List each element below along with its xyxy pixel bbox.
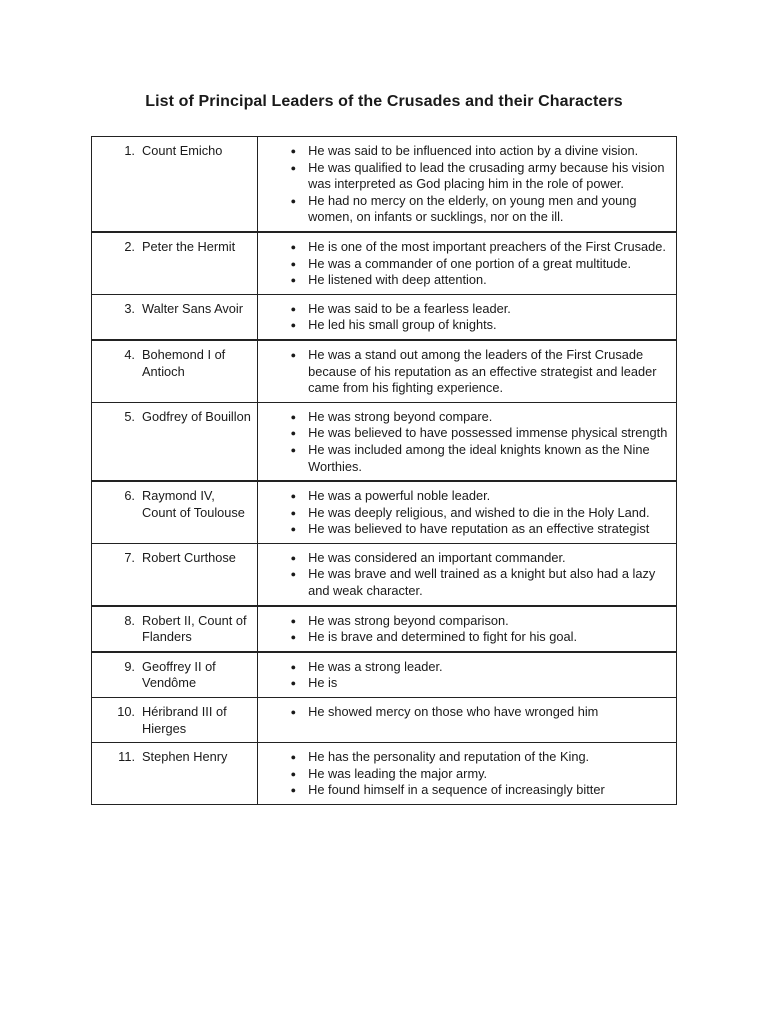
trait-text: He has the personality and reputation of the King. — [308, 749, 590, 765]
leader-traits-cell — [258, 232, 677, 294]
leader-traits-cell — [258, 652, 677, 698]
leader-name-wrapper — [98, 239, 251, 256]
bullet-icon: ● — [290, 752, 297, 763]
leader-traits-cell — [258, 606, 677, 652]
bullet-icon: ● — [290, 162, 297, 173]
traits-list — [264, 550, 670, 600]
leader-number: 10. — [117, 704, 135, 720]
trait-item — [264, 193, 670, 226]
leader-name-wrapper — [98, 143, 251, 160]
leader-number: 11. — [118, 749, 135, 765]
bullet-icon: ● — [290, 632, 297, 643]
leader-name: Robert Curthose — [142, 549, 236, 565]
table-row — [92, 481, 677, 543]
trait-item — [264, 425, 670, 442]
leader-name-wrapper — [98, 704, 251, 737]
leader-name: Walter Sans Avoir — [142, 300, 243, 316]
leader-number: 3. — [124, 300, 135, 316]
trait-text: He was a commander of one portion of a great multitude. — [308, 255, 632, 271]
leader-name-wrapper — [98, 550, 251, 567]
trait-item — [264, 566, 670, 599]
trait-item — [264, 629, 670, 646]
trait-text: He was believed to have possessed immense physical strength — [308, 425, 668, 441]
bullet-icon: ● — [290, 275, 297, 286]
leader-traits-cell — [258, 294, 677, 340]
leader-name-wrapper — [98, 659, 251, 692]
table-row — [92, 340, 677, 402]
trait-text: He had no mercy on the elderly, on young men and young women, on infants or sucklings, nor on the ill. — [308, 192, 637, 225]
leader-name: Raymond IV, Count of Toulouse — [142, 488, 245, 520]
trait-item — [264, 782, 670, 799]
leader-traits-cell — [258, 543, 677, 605]
leader-name: Count Emicho — [142, 143, 223, 158]
trait-text: He found himself in a sequence of increasingly bitter — [308, 782, 605, 798]
leader-number: 7. — [124, 549, 135, 565]
leader-name-cell — [92, 402, 258, 481]
bullet-icon: ● — [290, 320, 297, 331]
trait-item — [264, 488, 670, 505]
leader-name-cell — [92, 481, 258, 543]
leaders-table — [91, 136, 677, 805]
bullet-icon: ● — [290, 491, 297, 502]
trait-item — [264, 442, 670, 475]
trait-item — [264, 704, 670, 721]
leader-name-cell — [92, 743, 258, 805]
bullet-icon: ● — [290, 661, 297, 672]
bullet-icon: ● — [290, 258, 297, 269]
bullet-icon: ● — [290, 444, 297, 455]
leader-name-wrapper — [98, 613, 251, 646]
leader-traits-cell — [258, 481, 677, 543]
trait-item — [264, 143, 670, 160]
bullet-icon: ● — [290, 411, 297, 422]
trait-text: He was strong beyond compare. — [308, 408, 493, 424]
trait-text: He listened with deep attention. — [308, 272, 487, 288]
leader-name-cell — [92, 137, 258, 232]
leader-name-wrapper — [98, 749, 251, 766]
leader-number: 5. — [124, 408, 135, 424]
leader-name-wrapper — [98, 488, 251, 521]
trait-item — [264, 347, 670, 397]
trait-item — [264, 613, 670, 630]
leader-name-cell — [92, 294, 258, 340]
bullet-icon: ● — [290, 428, 297, 439]
leader-name-cell — [92, 606, 258, 652]
trait-item — [264, 239, 670, 256]
table-row — [92, 698, 677, 743]
leader-name-cell — [92, 698, 258, 743]
leader-number: 4. — [124, 346, 135, 362]
trait-text: He was deeply religious, and wished to die in the Holy Land. — [308, 504, 650, 520]
trait-text: He was included among the ideal knights known as the Nine Worthies. — [308, 441, 650, 474]
trait-text: He was a powerful noble leader. — [308, 488, 491, 504]
trait-text: He was brave and well trained as a knight but also had a lazy and weak character. — [308, 566, 656, 599]
traits-list — [264, 749, 670, 799]
table-row — [92, 743, 677, 805]
trait-text: He led his small group of knights. — [308, 317, 497, 333]
bullet-icon: ● — [290, 615, 297, 626]
leaders-table-body — [92, 137, 677, 805]
trait-item — [264, 766, 670, 783]
bullet-icon: ● — [290, 241, 297, 252]
leader-name-cell — [92, 543, 258, 605]
leader-traits-cell — [258, 743, 677, 805]
trait-text: He was said to be influenced into action by a divine vision. — [308, 143, 639, 158]
traits-list — [264, 143, 670, 226]
trait-text: He was considered an important commander. — [308, 549, 566, 565]
leader-name: Héribrand III of Hierges — [142, 704, 227, 736]
bullet-icon: ● — [290, 146, 297, 156]
leader-name-wrapper — [98, 409, 251, 426]
trait-item — [264, 160, 670, 193]
traits-list — [264, 704, 670, 721]
traits-list — [264, 239, 670, 289]
trait-text: He is — [308, 675, 338, 691]
bullet-icon: ● — [290, 195, 297, 206]
trait-text: He was believed to have reputation as an effective strategist — [308, 521, 650, 537]
leader-traits-cell — [258, 137, 677, 232]
trait-text: He is brave and determined to fight for his goal. — [308, 629, 577, 645]
leader-number: 2. — [124, 238, 135, 254]
traits-list — [264, 488, 670, 538]
trait-item — [264, 301, 670, 318]
leader-name-wrapper — [98, 347, 251, 380]
leader-name: Robert II, Count of Flanders — [142, 612, 247, 645]
trait-text: He was qualified to lead the crusading army because his vision was interpreted as God placing him in the role of power. — [308, 159, 665, 192]
bullet-icon: ● — [290, 349, 297, 360]
traits-list — [264, 613, 670, 646]
traits-list — [264, 659, 670, 692]
bullet-icon: ● — [290, 507, 297, 518]
leader-name-cell — [92, 652, 258, 698]
trait-text: He is one of the most important preachers of the First Crusade. — [308, 238, 666, 254]
traits-list — [264, 409, 670, 475]
table-row — [92, 137, 677, 232]
trait-text: He was a strong leader. — [308, 658, 443, 674]
trait-text: He showed mercy on those who have wronged him — [308, 704, 599, 720]
table-row — [92, 402, 677, 481]
leader-name: Peter the Hermit — [142, 238, 236, 254]
bullet-icon: ● — [290, 678, 297, 689]
table-row — [92, 232, 677, 294]
leader-traits-cell — [258, 402, 677, 481]
table-row — [92, 543, 677, 605]
bullet-icon: ● — [290, 569, 297, 580]
trait-item — [264, 659, 670, 676]
bullet-icon: ● — [290, 785, 297, 796]
page-title: List of Principal Leaders of the Crusades and their Characters — [145, 93, 623, 110]
bullet-icon: ● — [290, 707, 297, 718]
leader-number: 6. — [124, 488, 135, 504]
trait-item — [264, 749, 670, 766]
leader-traits-cell — [258, 698, 677, 743]
leader-number: 8. — [124, 612, 135, 628]
leader-name-cell — [92, 340, 258, 402]
trait-item — [264, 272, 670, 289]
trait-item — [264, 675, 670, 692]
trait-text: He was leading the major army. — [308, 765, 488, 781]
leader-number: 9. — [124, 658, 135, 674]
leader-number: 1. — [124, 143, 135, 158]
leader-name-wrapper — [98, 301, 251, 318]
trait-item — [264, 521, 670, 538]
trait-text: He was said to be a fearless leader. — [308, 300, 511, 316]
leader-name-cell — [92, 232, 258, 294]
leader-name: Stephen Henry — [142, 749, 228, 765]
bullet-icon: ● — [290, 303, 297, 314]
trait-item — [264, 256, 670, 273]
leader-name: Godfrey of Bouillon — [142, 408, 251, 424]
trait-item — [264, 550, 670, 567]
traits-list — [264, 347, 670, 397]
leader-name: Bohemond I of Antioch — [142, 346, 226, 379]
trait-item — [264, 409, 670, 426]
trait-item — [264, 317, 670, 334]
bullet-icon: ● — [290, 768, 297, 779]
table-row — [92, 652, 677, 698]
trait-text: He was strong beyond comparison. — [308, 612, 509, 628]
trait-item — [264, 505, 670, 522]
table-row — [92, 606, 677, 652]
leader-name: Geoffrey II of Vendôme — [142, 658, 216, 691]
bullet-icon: ● — [290, 552, 297, 563]
traits-list — [264, 301, 670, 334]
table-row — [92, 294, 677, 340]
leader-traits-cell — [258, 340, 677, 402]
bullet-icon: ● — [290, 524, 297, 535]
trait-text: He was a stand out among the leaders of the First Crusade because of his reputation as an effective strategist and leader came from his fighting experience. — [308, 346, 657, 396]
